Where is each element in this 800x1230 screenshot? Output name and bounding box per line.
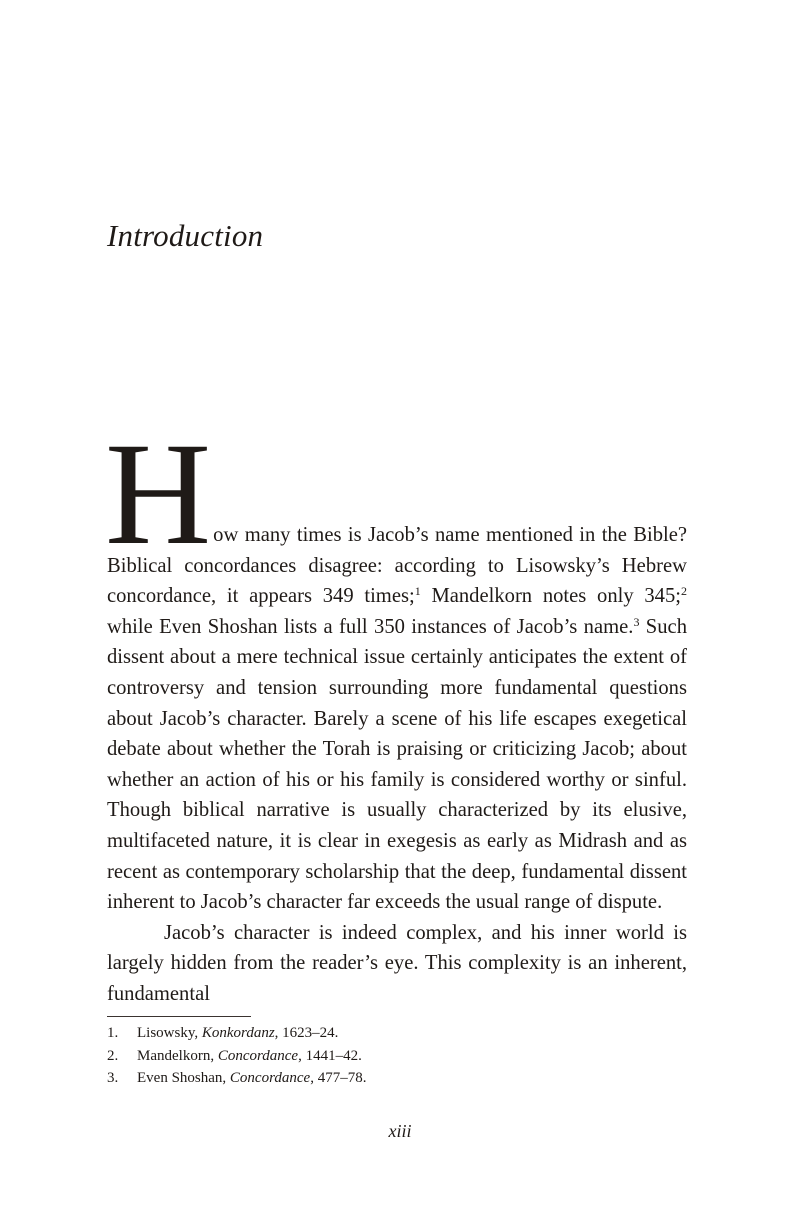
paragraph-1-text-a: ow many times is Jacob’s name mentioned in the Bible? Biblical concordances disagree: according to Lisowsky’s Hebrew concordance, it appears 349 times; <box>107 524 687 608</box>
page-number: xiii <box>388 1121 412 1141</box>
footnote-1 <box>107 1022 687 1045</box>
footnote-divider <box>107 1016 251 1017</box>
footnote-work-title: Concordance <box>229 1070 311 1086</box>
footnote-number: 1. <box>107 1025 119 1041</box>
footnote-pages: , 477–78. <box>310 1070 367 1086</box>
footnote-work-title: Concordance <box>217 1047 299 1064</box>
footnote-number: 3. <box>107 1070 119 1086</box>
footnote-text <box>137 1067 366 1090</box>
footnote-text <box>137 1045 362 1068</box>
footnote-ref-2[interactable]: 2 <box>681 584 687 599</box>
footnote-text <box>137 1022 338 1045</box>
footnote-pages: , 1441–42. <box>298 1047 362 1064</box>
footnote-work-title: Konkordanz <box>201 1025 275 1041</box>
footnote-3 <box>107 1067 687 1090</box>
paragraph-1-text-d: Such dissent about a mere technical issue certainly anticipates the extent of controversy and tension surrounding more fundamental questions about Jacob’s character. Barely a scene of his life escapes exegetical debate about whether the Torah is praising or criticizing Jacob; about whether an action of his or his family is considered worthy or sinful. Though biblical narrative is usually characterized by its elusive, multifaceted nature, it is clear in exegesis as early as Midrash and as recent as contemporary scholarship that the deep, fundamental dissent inherent to Jacob’s character far exceeds the usual range of dispute. <box>107 615 687 914</box>
drop-cap: H <box>105 412 212 575</box>
paragraph-1 <box>105 412 687 918</box>
body-text <box>105 412 687 1010</box>
footnote-number: 2. <box>107 1047 119 1064</box>
footnote-ref-3[interactable]: 3 <box>633 614 640 629</box>
footnote-2 <box>107 1045 687 1068</box>
footnote-pages: , 1623–24. <box>274 1025 339 1041</box>
paragraph-1-text-c: while Even Shoshan lists a full 350 instances of Jacob’s name. <box>107 615 634 638</box>
chapter-title: Introduction <box>107 218 264 253</box>
footnote-author: Even Shoshan, <box>137 1070 230 1086</box>
footnote-author: Mandelkorn, <box>137 1047 218 1064</box>
footnote-ref-1[interactable]: 1 <box>414 584 421 599</box>
footnote-author: Lisowsky, <box>137 1025 202 1041</box>
footnotes <box>107 1022 687 1090</box>
paragraph-2: Jacob’s character is indeed complex, and his inner world is largely hidden from the reader’s eye. This complexity is an inherent, fundamental <box>107 921 687 1005</box>
paragraph-1-text-b: Mandelkorn notes only 345; <box>420 585 681 608</box>
